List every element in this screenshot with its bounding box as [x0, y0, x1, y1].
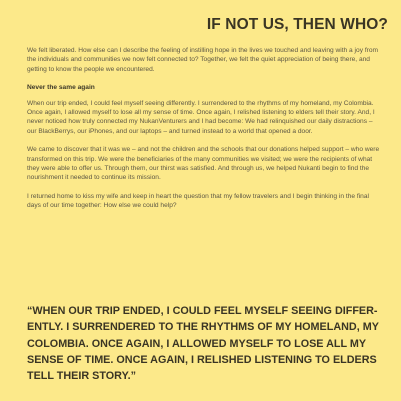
body-paragraph-1: When our trip ended, I could feel myself seeing differently. I surrendered to the rhythms of my homeland, my Colombia. Once again, I allowed myself to lose all my sense of time. Once again, I relished listening to elders tell their story. And, I never noticed how truly connected my NukanVenturers and I had become: We had relinquished our daily distractions – our BlackBerrys, our iPhones, and our laptops – and turned instead to a world that opened a door.	[27, 99, 375, 135]
pull-quote: “WHEN OUR TRIP ENDED, I COULD FEEL MYSELF SEEING DIFFER-ENTLY. I SURRENDERED TO THE RHYTHMS OF MY HOMELAND, MY COLOMBIA. ONCE AGAIN, I ALLOWED MYSELF TO LOSE ALL MY SENSE OF TIME. ONCE AGAIN, I RELISHED LISTENING TO ELDERS TELL THEIR STORY.”	[27, 305, 379, 383]
body-paragraph-3: I returned home to kiss my wife and keep in heart the question that my fellow travelers and I begin thinking in the final days of our time together: How else we could help?	[27, 192, 369, 210]
article-body	[27, 46, 382, 220]
body-paragraph-2: We came to discover that it was we – and not the children and the schools that our donations helped support – who were transformed on this trip. We were the beneficiaries of the many communities we visited; we were the recipients of what they were able to offer us. Through them, our thirst was satisfied. And through us, we helped Nukanti begin to find the nourishment it needed to continue its mission.	[27, 146, 380, 182]
intro-paragraph: We felt liberated. How else can I describe the feeling of instilling hope in the lives we touched and leaving with a joy from the individuals and communities we now felt connected to? Together, we felt the quiet appreciation of being there, and getting to know the people we encountered.	[27, 47, 379, 73]
page-title: IF NOT US, THEN WHO?	[206, 16, 388, 33]
section-subheading: Never the same again	[27, 84, 95, 92]
